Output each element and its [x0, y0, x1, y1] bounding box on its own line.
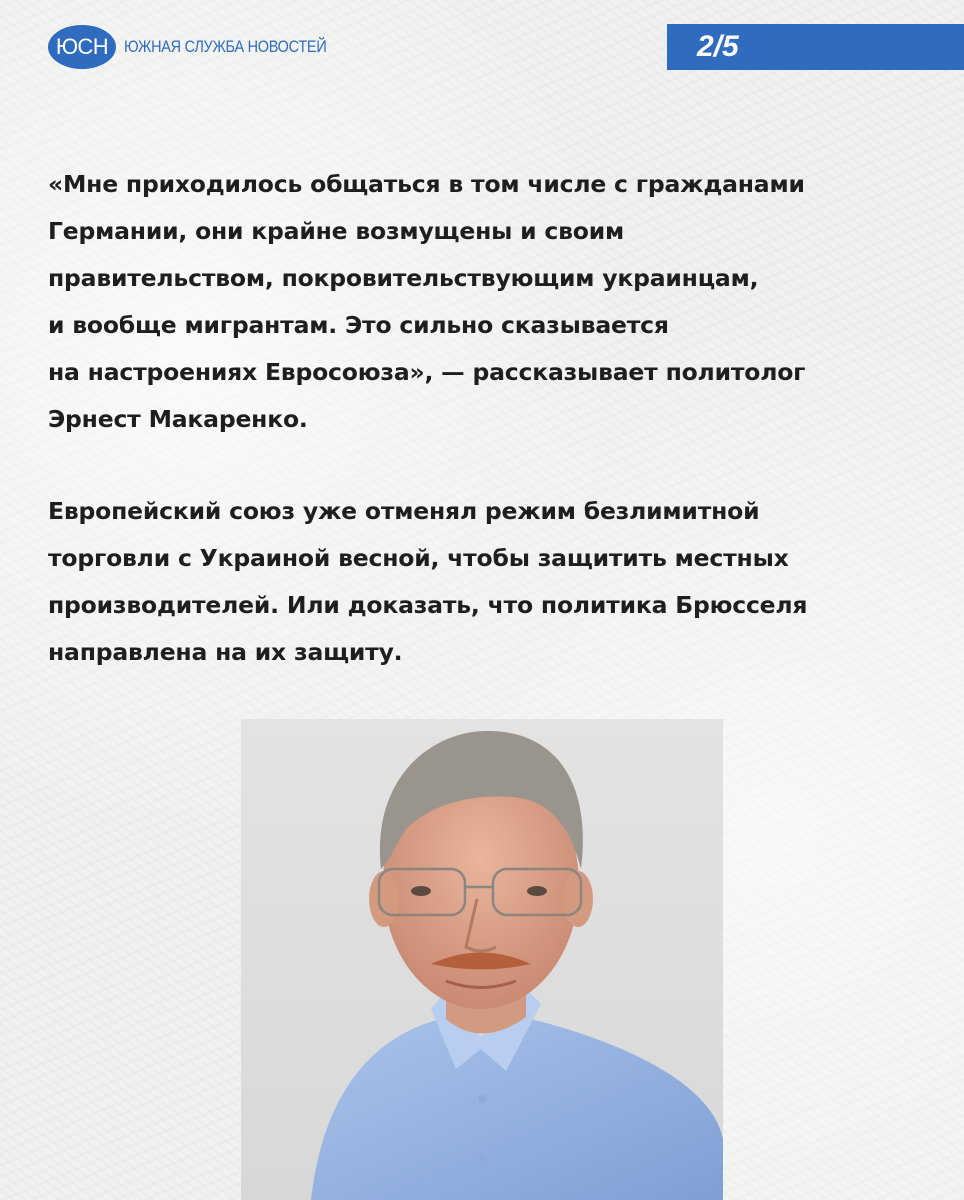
- page-indicator: [667, 24, 964, 70]
- logo-wordmark: ЮЖНАЯ СЛУЖБА НОВОСТЕЙ: [124, 37, 327, 56]
- site-logo[interactable]: [48, 25, 362, 69]
- paragraph-line: Европейский союз уже отменял режим безлимитной: [48, 497, 760, 525]
- quote-text: [48, 161, 928, 443]
- portrait-illustration: [241, 719, 723, 1200]
- quote-line: и вообще мигрантам. Это сильно сказывается: [48, 311, 669, 339]
- body-paragraph: [48, 488, 928, 676]
- quote-line: на настроениях Евросоюза», — рассказывает политолог: [48, 358, 806, 386]
- paragraph-line: торговли с Украиной весной, чтобы защитить местных: [48, 544, 789, 572]
- portrait-photo: [241, 719, 723, 1200]
- quote-line: «Мне приходилось общаться в том числе с гражданами: [48, 170, 805, 198]
- paragraph-line: направлена на их защиту.: [48, 638, 403, 666]
- ear-right: [563, 871, 593, 927]
- ear-left: [369, 871, 399, 927]
- quote-line: Германии, они крайне возмущены и своим: [48, 217, 625, 245]
- logo-badge: ЮСН: [48, 25, 116, 69]
- quote-line: Эрнест Макаренко.: [48, 405, 308, 433]
- paragraph-line: производителей. Или доказать, что политика Брюсселя: [48, 591, 808, 619]
- page-indicator-text: 2/5: [697, 30, 739, 63]
- quote-line: правительством, покровительствующим украинцам,: [48, 264, 759, 292]
